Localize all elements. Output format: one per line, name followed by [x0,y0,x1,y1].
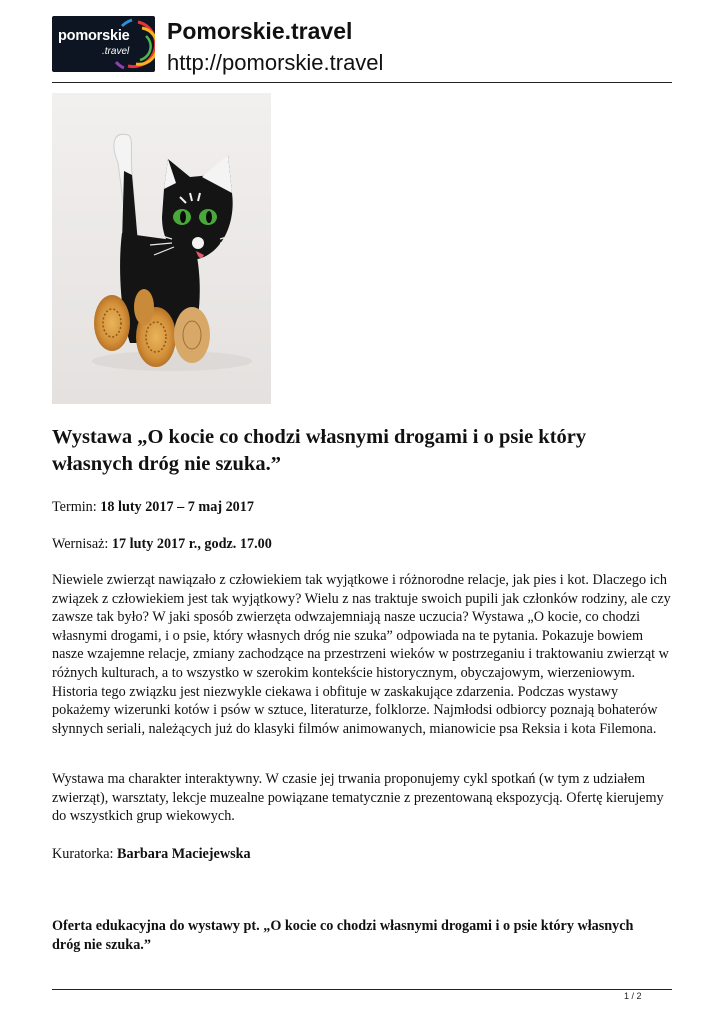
wernisaz-line [52,535,677,554]
kuratorka-line [52,845,677,864]
logo-swirl-icon [52,16,155,72]
wernisaz-label: Wernisaż: [52,536,112,552]
cat-toy-photo [52,93,271,404]
page-number: 1 / 2 [624,991,642,1001]
oferta-heading: Oferta edukacyjna do wystawy pt. „O kocie co chodzi własnymi drogami i o psie który własnych dróg nie szuka.” [52,918,634,953]
body-paragraph-2: Wystawa ma charakter interaktywny. W czasie jej trwania proponujemy cykl spotkań (w tym z udziałem zwierząt), warsztaty, lekcje muzealne powiązane tematycznie z prezentowaną ekspozycją. Ofertę kierujemy do wszystkich grup wiekowych. [52,771,664,825]
page-header [52,16,672,80]
termin-label: Termin: [52,499,101,515]
pomorskie-logo[interactable] [52,16,155,72]
article-title: Wystawa „O kocie co chodzi własnymi drogami i o psie który własnych dróg nie szuka.” [52,426,587,475]
footer-divider [52,989,672,990]
kuratorka-value: Barbara Maciejewska [117,846,251,862]
termin-value: 18 luty 2017 – 7 maj 2017 [100,499,254,515]
logo-main-text: pomorskie [58,28,130,44]
body-paragraph-1: Niewiele zwierząt nawiązało z człowiekiem tak wyjątkowe i różnorodne relacje, jak pies i kot. Dlaczego ich związek z człowiekiem jest tak wyjątkowy? Wielu z nas traktuje swoich pupili jak członków rodziny, ale czy zawsze tak było? W jaki sposób zwierzęta odwzajemniają nasze uczucia? Wystawa „O kocie, co chodzi własnymi drogami, i o psie, który własnych dróg nie szuka” odpowiada na te pytania. Pokazuje bowiem nasze wzajemne relacje, zmiany zachodzące na przestrzeni wieków w postrzeganiu i traktowaniu zwierząt w różnych kulturach, a to wszystko w szerokim kontekście historycznym, obyczajowym, wierzeniowym. Historia tego związku jest niezwykle ciekawa i obfituje w zaskakujące zdarzenia. Podczas wystawy pokażemy wizerunki kotów i psów w sztuce, literaturze, folklorze. Najmłodsi odbiorcy poznają bohaterów słynnych seriali, należących już do klasyki filmów animowanych, mianowicie psa Reksia i kota Filemona. [52,572,671,737]
logo-sub-text: .travel [102,46,130,57]
termin-line [52,498,677,517]
site-title: Pomorskie.travel [167,18,353,44]
header-divider [52,82,672,83]
site-url-link[interactable]: http://pomorskie.travel [167,50,384,75]
kuratorka-label: Kuratorka: [52,846,118,862]
wernisaz-value: 17 luty 2017 r., godz. 17.00 [111,536,272,552]
